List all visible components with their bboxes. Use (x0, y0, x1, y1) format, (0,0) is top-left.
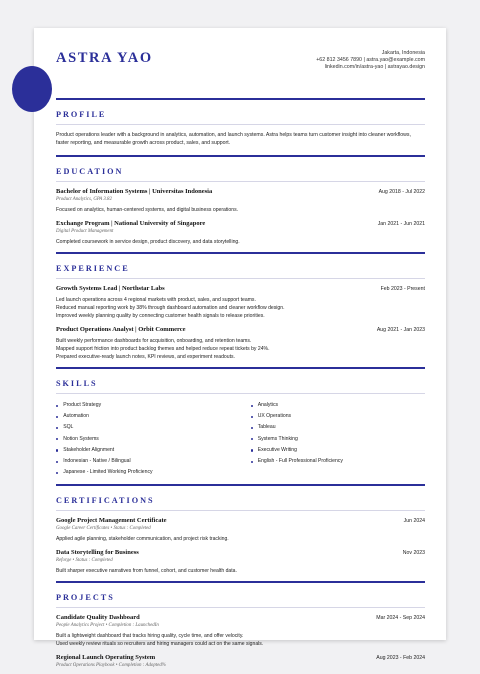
entry-line: Mapped support friction into product backlog themes and helped reduce repeat tickets by 24%. (56, 346, 270, 352)
skill-item (56, 411, 231, 422)
skill-item (56, 400, 231, 411)
section-divider (56, 98, 425, 100)
resume-content (56, 48, 425, 674)
entry-header (56, 326, 425, 333)
bullet-icon (56, 461, 58, 463)
entry-title: Regional Launch Operating System (56, 654, 156, 662)
section-title-skills: SKILLS (56, 379, 98, 388)
entry-title: Google Project Management Certificate (56, 517, 167, 525)
skill-label: Product Strategy (63, 402, 102, 408)
section-title-profile: PROFILE (56, 110, 107, 119)
experience-section (56, 252, 425, 361)
entry-header (56, 188, 425, 195)
skills-section (56, 367, 425, 478)
skill-label: Tableau (257, 424, 276, 431)
entry-line: Built a lightweight dashboard that tracks hiring quality, cycle time, and offer velocity. (56, 633, 244, 640)
experience-entry (56, 285, 425, 320)
entry-date: Nov 2023 (402, 550, 425, 557)
skill-item (56, 445, 231, 456)
section-underline (56, 510, 425, 511)
skill-label: Executive Writing (257, 446, 297, 453)
section-divider (56, 367, 425, 369)
bullet-icon (251, 427, 253, 429)
projects-section (56, 581, 425, 668)
entry-line: Prepared executive-ready launch notes, KPI reviews, and experiment readouts. (56, 354, 235, 360)
skill-label: Analytics (257, 402, 279, 408)
skill-label: English - Full Professional Proficiency (257, 458, 343, 465)
section-underline (56, 124, 425, 125)
entry-date: Aug 2023 - Feb 2024 (376, 655, 425, 662)
section-underline (56, 393, 425, 394)
skill-item (251, 445, 426, 456)
profile-text: Product operations leader with a background in analytics, automation, and launch systems. Astra helps teams turn customer insight into cleaner workflows, faster reporting, and measurable growth across product, sales, and support. (56, 132, 411, 146)
entry-header (56, 549, 425, 556)
bullet-icon (251, 438, 253, 440)
certification-entry (56, 517, 425, 543)
certifications-section (56, 484, 425, 575)
entry-header (56, 517, 425, 524)
skill-label: Automation (63, 413, 89, 420)
skill-item (56, 434, 231, 445)
bullet-icon (56, 438, 58, 440)
entry-line: Improved weekly planning quality by connecting customer health signals to release priorities. (56, 313, 265, 319)
skill-label: Systems Thinking (257, 435, 298, 442)
education-entry (56, 220, 425, 246)
skill-label: Japanese - Limited Working Proficiency (63, 469, 153, 476)
skill-item (56, 456, 231, 467)
contact-block (316, 50, 425, 71)
skill-item (251, 411, 426, 422)
entry-subtitle: People Analytics Project • Completion : LaunchedIn (56, 623, 159, 629)
bullet-icon (56, 427, 58, 429)
resume-page (34, 28, 446, 669)
skill-label: Notion Systems (63, 435, 99, 442)
project-entry (56, 654, 425, 668)
section-underline (56, 181, 425, 182)
skill-item (251, 400, 426, 411)
entry-date: Mar 2024 - Sep 2024 (376, 615, 425, 622)
entry-line: Applied agile planning, stakeholder communication, and project risk tracking. (56, 536, 229, 543)
skill-item (251, 434, 426, 445)
entry-title: Product Operations Analyst | Orbit Commerce (56, 326, 186, 333)
section-divider (56, 252, 425, 254)
bullet-icon (56, 416, 58, 418)
entry-line: Led launch operations across 4 regional markets with product, sales, and support teams. (56, 297, 256, 303)
experience-entry (56, 326, 425, 361)
skill-item (56, 422, 231, 433)
entry-header (56, 285, 425, 292)
bullet-icon (251, 416, 253, 418)
skills-grid (56, 400, 425, 478)
entry-date: Feb 2023 - Present (380, 286, 425, 292)
entry-title: Growth Systems Lead | Northstar Labs (56, 285, 165, 292)
skill-item (56, 467, 231, 478)
skills-column-right (251, 400, 426, 478)
entry-line: Used weekly review rituals so recruiters and hiring managers could act on the same signals. (56, 641, 264, 648)
skills-column-left (56, 400, 231, 478)
section-divider (56, 581, 425, 583)
section-title-education: EDUCATION (56, 167, 124, 176)
entry-date: Aug 2021 - Jan 2023 (376, 327, 425, 333)
entry-header (56, 614, 425, 621)
education-section (56, 155, 425, 246)
education-entry (56, 188, 425, 214)
section-underline (56, 278, 425, 279)
entry-line: Built weekly performance dashboards for acquisition, onboarding, and retention teams. (56, 338, 252, 344)
bullet-icon (251, 405, 253, 407)
entry-title: Exchange Program | National University of Singapore (56, 220, 206, 227)
section-title-certifications: CERTIFICATIONS (56, 496, 155, 506)
entry-line: Built sharper executive narratives from funnel, cohort, and customer health data. (56, 568, 237, 575)
skill-label: SQL (63, 424, 74, 431)
contact-phone-email: +62 812 3456 7890 | astra.yao@example.com (316, 57, 425, 63)
entry-subtitle: Product Analytics, GPA 3.82 (56, 197, 112, 202)
section-divider (56, 484, 425, 486)
skill-label: Indonesian - Native / Bilingual (63, 458, 131, 465)
entry-subtitle: Google Career Certificates • Status : Completed (56, 526, 151, 532)
entry-title: Data Storytelling for Business (56, 549, 139, 557)
entry-title: Candidate Quality Dashboard (56, 614, 140, 622)
entry-line: Completed coursework in service design, product discovery, and data storytelling. (56, 239, 240, 245)
entry-date: Aug 2018 - Jul 2022 (378, 189, 425, 195)
bullet-icon (56, 405, 58, 407)
entry-subtitle: Digital Product Management (56, 229, 114, 234)
bullet-icon (56, 472, 58, 474)
entry-date: Jan 2021 - Jun 2021 (377, 221, 425, 227)
entry-subtitle: Reforge • Status : Completed (56, 558, 113, 564)
entry-line: Reduced manual reporting work by 38% through dashboard automation and cleaner workflow design. (56, 305, 285, 311)
section-title-experience: EXPERIENCE (56, 264, 130, 273)
accent-circle-decoration (12, 66, 52, 112)
entry-date: Jun 2024 (403, 518, 425, 525)
entry-header (56, 654, 425, 661)
entry-header (56, 220, 425, 227)
skill-label: Stakeholder Alignment (63, 446, 115, 453)
resume-header (56, 48, 425, 98)
section-title-projects: PROJECTS (56, 593, 115, 603)
bullet-icon (56, 449, 58, 451)
candidate-name: ASTRA YAO (56, 50, 153, 66)
profile-section (56, 98, 425, 147)
bullet-icon (251, 461, 253, 463)
skill-label: UX Operations (257, 413, 292, 420)
section-divider (56, 155, 425, 157)
section-underline (56, 607, 425, 608)
certification-entry (56, 549, 425, 575)
entry-title: Bachelor of Information Systems | Universitas Indonesia (56, 188, 213, 195)
project-entry (56, 614, 425, 648)
entry-subtitle: Product Operations Playbook • Completion : Adopted% (56, 663, 166, 669)
entry-line: Focused on analytics, human-centered systems, and digital business operations. (56, 207, 239, 213)
skill-item (251, 422, 426, 433)
contact-location: Jakarta, Indonesia (381, 50, 425, 56)
skill-item (251, 456, 426, 467)
contact-links: linkedin.com/in/astra-yao | astrayao.design (324, 64, 425, 70)
bullet-icon (251, 449, 253, 451)
